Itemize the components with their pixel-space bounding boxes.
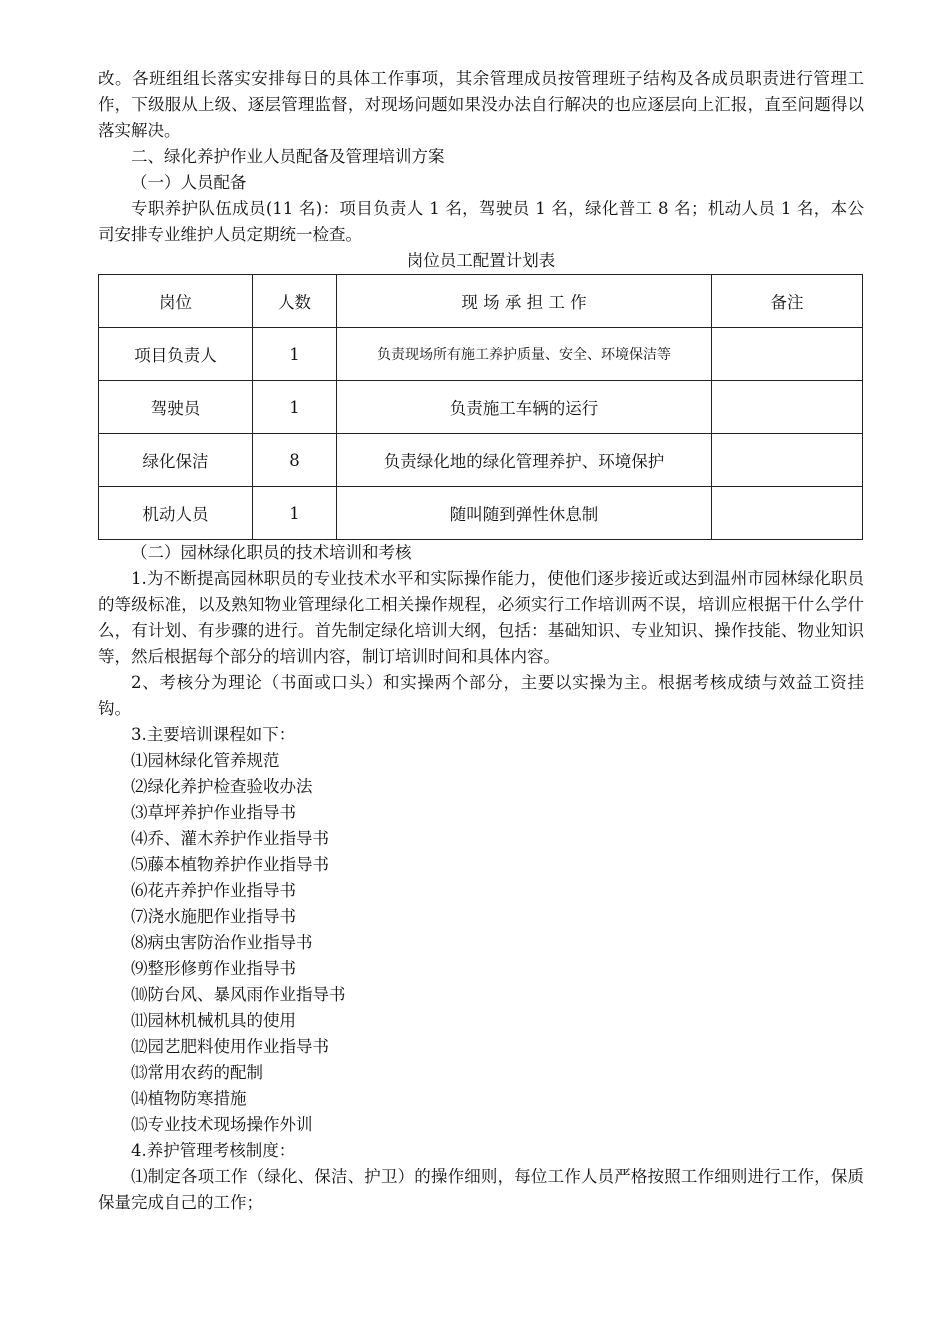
list-item: ⑷乔、灌木养护作业指导书	[131, 829, 329, 848]
table-row	[99, 328, 863, 381]
paragraph-evaluation-system: 4.养护管理考核制度：	[131, 1141, 296, 1160]
cell-duty: 随叫随到弹性休息制	[337, 487, 712, 540]
list-item: ⑺浇水施肥作业指导书	[131, 907, 296, 926]
list-item: ⑸藤本植物养护作业指导书	[131, 855, 329, 874]
cell-remark	[712, 487, 863, 540]
cell-duty: 负责现场所有施工养护质量、安全、环境保洁等	[337, 328, 712, 381]
staff-plan-table	[98, 274, 863, 540]
list-item: ⑵绿化养护检查验收办法	[131, 777, 313, 796]
header-position: 岗位	[99, 275, 253, 328]
list-item: ⑴园林绿化管养规范	[131, 751, 280, 770]
cell-count: 1	[253, 328, 337, 381]
table-header-row	[99, 275, 863, 328]
paragraph-staffing: 专职养护队伍成员(11 名)：项目负责人 1 名，驾驶员 1 名，绿化普工 8 名；机动人员 1 名，本公司安排专业维护人员定期统一检查。	[98, 199, 864, 244]
list-item: ⑾园林机械机具的使用	[131, 1011, 296, 1030]
cell-position: 驾驶员	[99, 381, 253, 434]
table-row	[99, 487, 863, 540]
list-item: ⑿园艺肥料使用作业指导书	[131, 1037, 329, 1056]
header-count: 人数	[253, 275, 337, 328]
course-list	[98, 748, 864, 1138]
paragraph-training: 1.为不断提高园林职员的专业技术水平和实际操作能力，使他们逐步接近或达到温州市园林绿化职员的等级标准，以及熟知物业管理绿化工相关操作规程，必须实行工作培训两不误，培训应根据干什么学什么，有计划、有步骤的进行。首先制定绿化培训大纲，包括：基础知识、专业知识、操作技能、物业知识等，然后根据每个部分的培训内容，制订培训时间和具体内容。	[98, 569, 864, 666]
paragraph-assessment: 2、考核分为理论（书面或口头）和实操两个部分，主要以实操为主。根据考核成绩与效益工资挂钩。	[98, 673, 864, 718]
subsection-heading-2: （二）园林绿化职员的技术培训和考核	[131, 543, 412, 562]
paragraph-intro: 改。各班组组长落实安排每日的具体工作事项，其余管理成员按管理班子结构及各成员职责进行管理工作，下级服从上级、逐层管理监督，对现场问题如果没办法自行解决的也应逐层向上汇报，直至问题得以落实解决。	[98, 69, 864, 140]
header-duty: 现 场 承 担 工 作	[337, 275, 712, 328]
list-item: ⑹花卉养护作业指导书	[131, 881, 296, 900]
list-item: ⒂专业技术现场操作外训	[131, 1115, 313, 1134]
list-item: ⑶草坪养护作业指导书	[131, 803, 296, 822]
cell-count: 1	[253, 487, 337, 540]
cell-position: 绿化保洁	[99, 434, 253, 487]
cell-remark	[712, 434, 863, 487]
cell-position: 机动人员	[99, 487, 253, 540]
table-row	[99, 434, 863, 487]
cell-duty: 负责施工车辆的运行	[337, 381, 712, 434]
document-page	[98, 66, 864, 1216]
list-item: ⑻病虫害防治作业指导书	[131, 933, 313, 952]
header-remark: 备注	[712, 275, 863, 328]
list-item: ⒀常用农药的配制	[131, 1063, 263, 1082]
paragraph-courses-intro: 3.主要培训课程如下：	[131, 725, 296, 744]
cell-remark	[712, 381, 863, 434]
cell-duty: 负责绿化地的绿化管理养护、环境保护	[337, 434, 712, 487]
table-caption: 岗位员工配置计划表	[406, 251, 556, 270]
list-item: ⒁植物防寒措施	[131, 1089, 247, 1108]
list-item: ⑽防台风、暴风雨作业指导书	[131, 985, 346, 1004]
paragraph-evaluation-rule: ⑴制定各项工作（绿化、保洁、护卫）的操作细则，每位工作人员严格按照工作细则进行工作，保质保量完成自己的工作；	[98, 1167, 864, 1212]
section-heading-2: 二、绿化养护作业人员配备及管理培训方案	[131, 147, 445, 166]
table-row	[99, 381, 863, 434]
cell-count: 1	[253, 381, 337, 434]
list-item: ⑼整形修剪作业指导书	[131, 959, 296, 978]
cell-count: 8	[253, 434, 337, 487]
subsection-heading-1: （一）人员配备	[131, 173, 247, 192]
cell-position: 项目负责人	[99, 328, 253, 381]
cell-remark	[712, 328, 863, 381]
